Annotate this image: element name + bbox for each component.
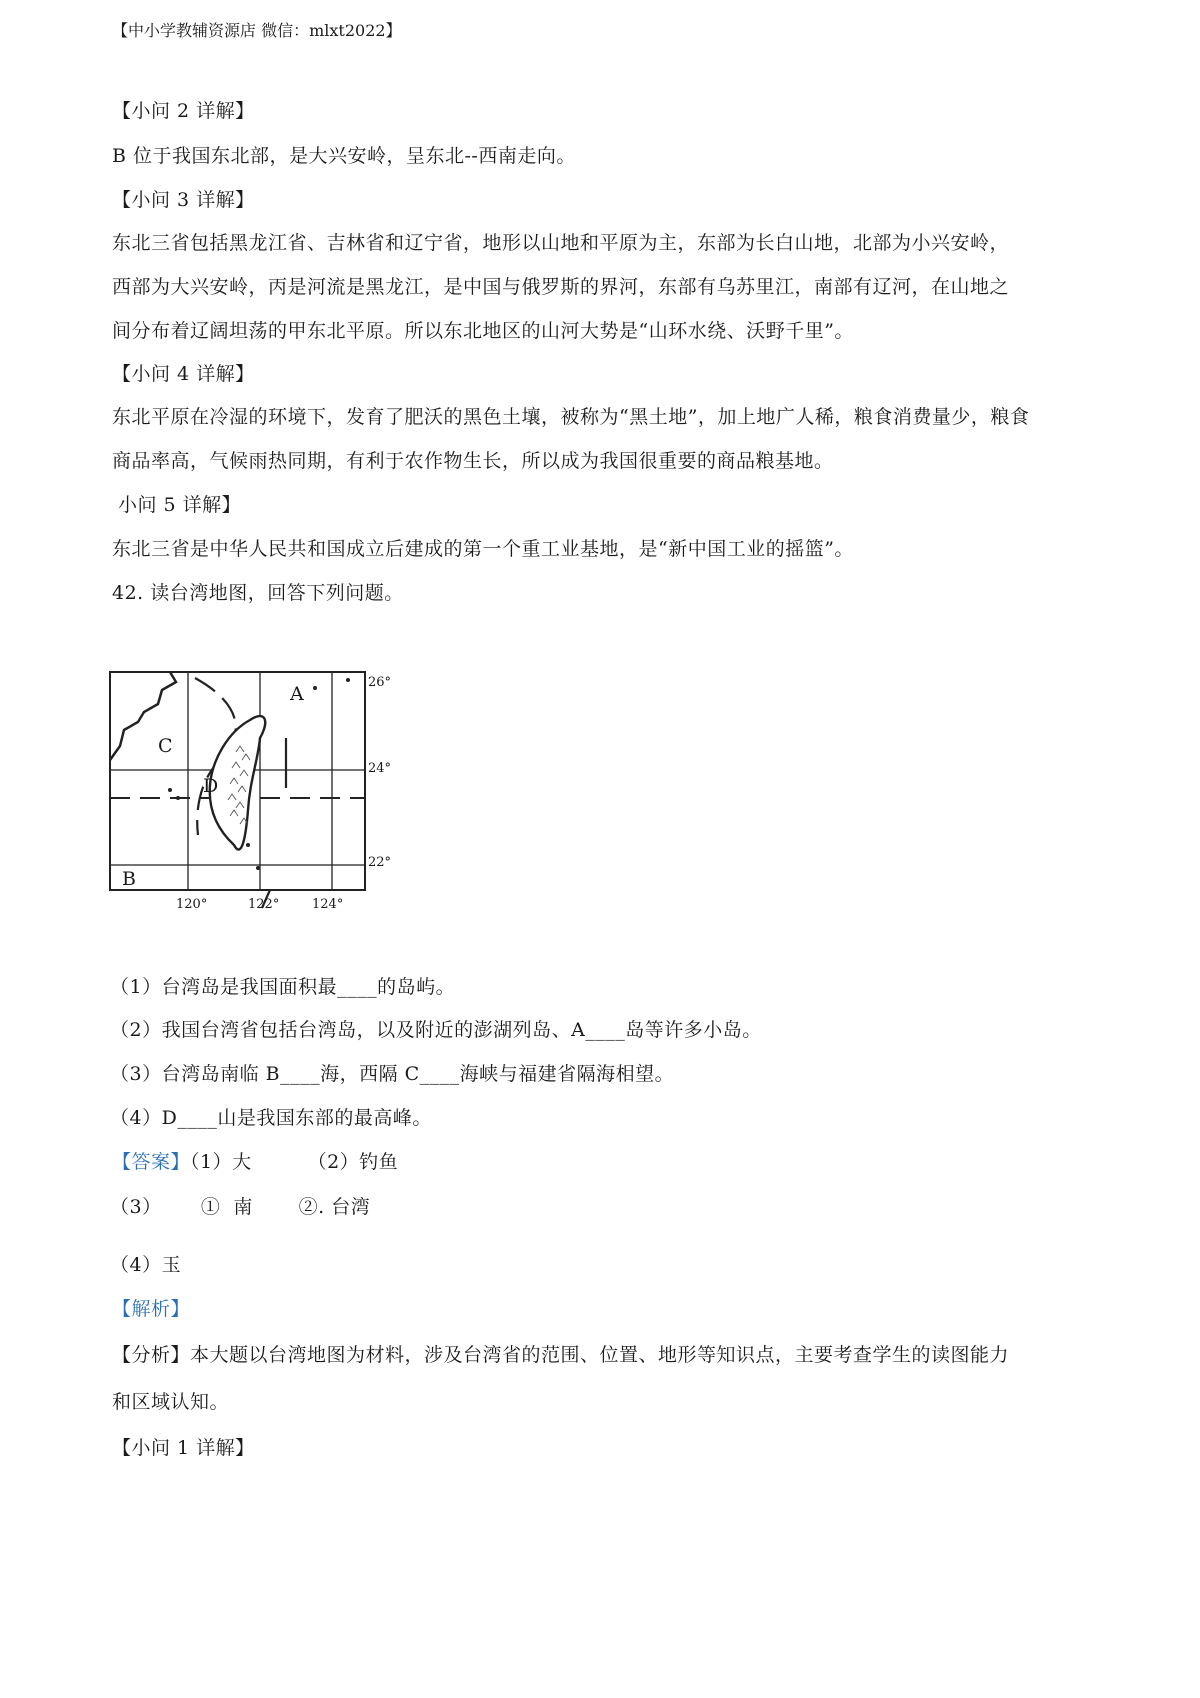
q4-line-1: 东北平原在冷湿的环境下，发育了肥沃的黑色土壤，被称为“黑土地”，加上地广人稀，粮食消费量少，粮食 <box>112 406 1030 428</box>
analysis-line-1: 【分析】本大题以台湾地图为材料，涉及台湾省的范围、位置、地形等知识点，主要考查学生的读图能力 <box>112 1344 1010 1366</box>
answer-1: （1）大 <box>190 1151 252 1173</box>
lat-label-22: 22° <box>368 855 392 870</box>
question-4: （4）D____山是我国东部的最高峰。 <box>110 1107 432 1129</box>
map-label-d: D <box>203 775 219 797</box>
lon-label-120: 120° <box>176 897 208 912</box>
taiwan-map-figure <box>100 660 430 940</box>
answer-tag: 【答案】 <box>112 1151 191 1173</box>
q42-title: 42. 读台湾地图，回答下列问题。 <box>112 582 404 604</box>
answer-2: （2）钓鱼 <box>307 1151 399 1173</box>
q4-title: 【小问 4 详解】 <box>112 363 255 385</box>
q1-title: 【小问 1 详解】 <box>112 1437 255 1459</box>
question-3: （3）台湾岛南临 B____海，西隔 C____海峡与福建省隔海相望。 <box>110 1063 675 1085</box>
q2-text: B 位于我国东北部，是大兴安岭，呈东北--西南走向。 <box>112 145 576 167</box>
lat-label-26: 26° <box>368 675 392 690</box>
analysis-tag: 【解析】 <box>112 1298 191 1320</box>
q2-title: 【小问 2 详解】 <box>112 100 255 122</box>
map-label-c: C <box>158 735 173 757</box>
answer-4: （4）玉 <box>110 1254 182 1276</box>
question-1: （1）台湾岛是我国面积最____的岛屿。 <box>110 976 456 998</box>
map-label-a: A <box>290 683 304 705</box>
lat-label-24: 24° <box>368 761 392 776</box>
lon-label-122: 122° <box>248 897 280 912</box>
taiwan-map <box>100 660 430 940</box>
q3-line-1: 东北三省包括黑龙江省、吉林省和辽宁省，地形以山地和平原为主，东部为长白山地，北部为小兴安岭， <box>112 232 1010 254</box>
q3-line-3: 间分布着辽阔坦荡的甲东北平原。所以东北地区的山河大势是“山环水绕、沃野千里”。 <box>112 320 854 342</box>
answer-3: （3） ① 南 ②. 台湾 <box>110 1196 371 1218</box>
analysis-line-2: 和区域认知。 <box>112 1391 230 1413</box>
q4-line-2: 商品率高，气候雨热同期，有利于农作物生长，所以成为我国很重要的商品粮基地。 <box>112 450 834 472</box>
q3-line-2: 西部为大兴安岭，丙是河流是黑龙江，是中国与俄罗斯的界河，东部有乌苏里江，南部有辽河，在山地之 <box>112 276 1010 298</box>
page-header: 【中小学教辅资源店 微信：mlxt2022】 <box>112 21 402 40</box>
q5-text: 东北三省是中华人民共和国成立后建成的第一个重工业基地，是“新中国工业的摇篮”。 <box>112 538 854 560</box>
lon-label-124: 124° <box>312 897 344 912</box>
map-label-b: B <box>122 868 136 890</box>
answer-line-1 <box>112 1147 398 1174</box>
q5-title: 小问 5 详解】 <box>118 494 242 516</box>
q3-title: 【小问 3 详解】 <box>112 189 255 211</box>
question-2: （2）我国台湾省包括台湾岛，以及附近的澎湖列岛、A____岛等许多小岛。 <box>110 1019 762 1041</box>
